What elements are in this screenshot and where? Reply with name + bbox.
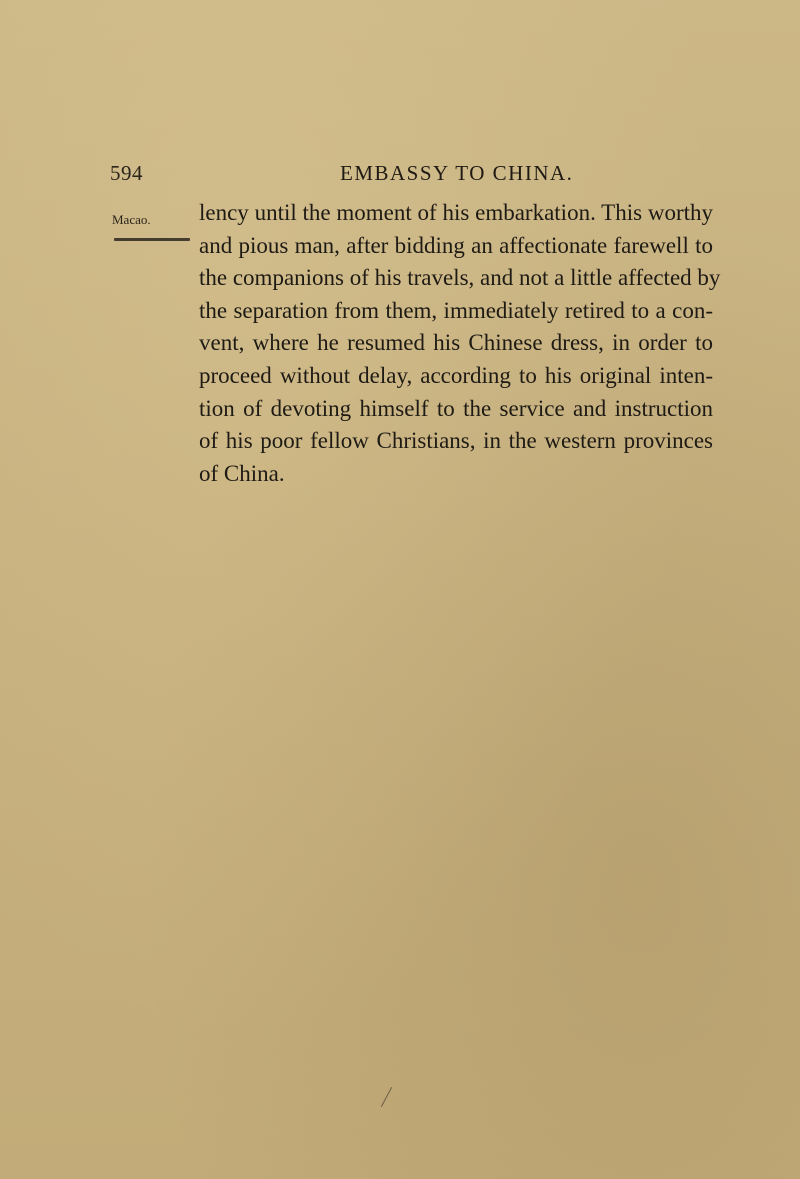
stray-pencil-mark — [381, 1087, 392, 1107]
running-head: EMBASSY TO CHINA. — [340, 161, 574, 185]
body-line: of China. — [199, 460, 285, 486]
margin-note: Macao. — [112, 212, 151, 227]
body-line: and pious man, after bidding an affectionate farewell to — [199, 232, 713, 258]
margin-rule — [114, 238, 190, 241]
body-line: vent, where he resumed his Chinese dress, in order to — [199, 330, 713, 356]
body-line: proceed without delay, according to his original inten- — [199, 362, 713, 388]
body-line: tion of devoting himself to the service and instruction — [199, 395, 713, 421]
body-line: the separation from them, immediately retired to a con- — [199, 297, 713, 323]
body-paragraph — [199, 197, 721, 490]
page-number: 594 — [110, 161, 143, 185]
body-line: of his poor fellow Christians, in the western provinces — [199, 428, 713, 454]
body-line: the companions of his travels, and not a little affected by — [199, 265, 721, 291]
body-line: lency until the moment of his embarkation. This worthy — [199, 200, 713, 225]
